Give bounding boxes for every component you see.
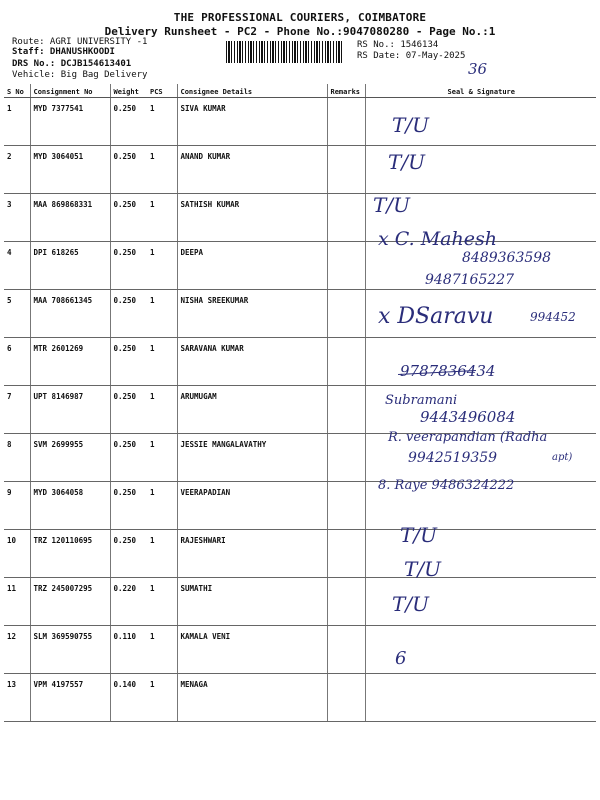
col-consignment: Consignment No — [30, 84, 110, 98]
vehicle-text: Vehicle: Big Bag Delivery — [12, 70, 148, 80]
row-consignment: MTR 2601269 — [30, 338, 110, 386]
signature-name: x DSaravu — [378, 304, 494, 329]
row-weight: 0.250 — [110, 146, 147, 194]
signature-phone: 9787836434 — [400, 362, 496, 380]
row-remarks — [327, 146, 365, 194]
row-sno: 3 — [4, 194, 30, 242]
row-consignee: KAMALA VENI — [177, 626, 327, 674]
row-consignee: DEEPA — [177, 242, 327, 290]
col-pcs: PCS — [147, 84, 177, 98]
row-remarks — [327, 338, 365, 386]
row-sno: 7 — [4, 386, 30, 434]
row-remarks — [327, 194, 365, 242]
row-weight: 0.250 — [110, 194, 147, 242]
row-weight: 0.250 — [110, 338, 147, 386]
row-pcs: 1 — [147, 434, 177, 482]
table-row — [4, 290, 596, 338]
drs-number: DRS No.: DCJB154613401 — [12, 59, 132, 69]
row-consignee: SIVA KUMAR — [177, 98, 327, 146]
row-weight: 0.250 — [110, 434, 147, 482]
consignment-table — [4, 84, 596, 722]
row-consignee: MENAGA — [177, 674, 327, 722]
signature-name: x C. Mahesh — [378, 228, 497, 250]
row-weight: 0.250 — [110, 386, 147, 434]
row-consignee: NISHA SREEKUMAR — [177, 290, 327, 338]
signature-phone: 9443496084 — [420, 408, 516, 426]
row-sno: 12 — [4, 626, 30, 674]
row-consignment: TRZ 120110695 — [30, 530, 110, 578]
row-sno: 6 — [4, 338, 30, 386]
row-consignee: JESSIE MANGALAVATHY — [177, 434, 327, 482]
row-consignment: UPT 8146987 — [30, 386, 110, 434]
signature-tu: T/U — [404, 557, 441, 581]
row-consignee: SATHISH KUMAR — [177, 194, 327, 242]
table-header — [4, 84, 596, 98]
signature-tu: T/U — [373, 193, 410, 217]
row-sno: 10 — [4, 530, 30, 578]
row-remarks — [327, 674, 365, 722]
row-consignment: TRZ 245007295 — [30, 578, 110, 626]
signature-tu: T/U — [392, 592, 429, 616]
table-row — [4, 674, 596, 722]
row-consignment: SLM 369590755 — [30, 626, 110, 674]
row-pcs: 1 — [147, 530, 177, 578]
rs-number: RS No.: 1546134 — [357, 40, 439, 50]
col-sno: S No — [4, 84, 30, 98]
row-weight: 0.250 — [110, 242, 147, 290]
row-weight: 0.250 — [110, 290, 147, 338]
row-consignment: SVM 2699955 — [30, 434, 110, 482]
row-consignment: VPM 4197557 — [30, 674, 110, 722]
row-sno: 11 — [4, 578, 30, 626]
row-weight: 0.250 — [110, 530, 147, 578]
row-consignment: MYD 3064058 — [30, 482, 110, 530]
table-row — [4, 530, 596, 578]
row-weight: 0.140 — [110, 674, 147, 722]
row-sno: 1 — [4, 98, 30, 146]
footer-count: 6 — [395, 648, 407, 669]
row-remarks — [327, 626, 365, 674]
row-sno: 2 — [4, 146, 30, 194]
row-consignment: MAA 869868331 — [30, 194, 110, 242]
row-weight: 0.250 — [110, 98, 147, 146]
company-title: THE PROFESSIONAL COURIERS, COIMBATORE — [173, 11, 427, 24]
row-consignee: RAJESHWARI — [177, 530, 327, 578]
table-row — [4, 146, 596, 194]
barcode — [226, 41, 344, 63]
row-remarks — [327, 482, 365, 530]
row-consignment: MYD 7377541 — [30, 98, 110, 146]
row-sno: 4 — [4, 242, 30, 290]
row-consignee: ARUMUGAM — [177, 386, 327, 434]
row-consignee: SUMATHI — [177, 578, 327, 626]
row-remarks — [327, 530, 365, 578]
row-pcs: 1 — [147, 674, 177, 722]
page-handwritten-mark: 36 — [468, 60, 488, 78]
row-remarks — [327, 290, 365, 338]
row-remarks — [327, 242, 365, 290]
table-row — [4, 98, 596, 146]
signature-phone: 9487165227 — [425, 272, 515, 288]
row-consignment: MAA 708661345 — [30, 290, 110, 338]
signature-name: 8. Raye 9486324222 — [378, 478, 515, 493]
signature-name: R. veerapandian (Radha — [388, 430, 548, 445]
row-weight: 0.250 — [110, 482, 147, 530]
row-pcs: 1 — [147, 338, 177, 386]
row-consignee: ANAND KUMAR — [177, 146, 327, 194]
row-sno: 13 — [4, 674, 30, 722]
signature-note: apt) — [552, 452, 573, 463]
row-consignee: SARAVANA KUMAR — [177, 338, 327, 386]
row-remarks — [327, 386, 365, 434]
staff-text: Staff: DHANUSHKOODI — [12, 47, 115, 57]
row-remarks — [327, 98, 365, 146]
table-row — [4, 194, 596, 242]
signature-tu: T/U — [400, 523, 437, 547]
col-consignee: Consignee Details — [177, 84, 327, 98]
col-weight: Weight — [110, 84, 147, 98]
row-pcs: 1 — [147, 242, 177, 290]
signature-name: Subramani — [385, 393, 458, 408]
runsheet-title: Delivery Runsheet - PC2 - Phone No.:9047080280 - Page No.:1 — [104, 25, 496, 38]
row-pcs: 1 — [147, 194, 177, 242]
table-row — [4, 626, 596, 674]
row-sno: 5 — [4, 290, 30, 338]
row-remarks — [327, 578, 365, 626]
col-signature: Seal & Signature — [365, 84, 596, 98]
table-row — [4, 578, 596, 626]
signature-phone: 994452 — [530, 310, 576, 324]
route-text: Route: AGRI UNIVERSITY -1 — [12, 37, 148, 47]
row-pcs: 1 — [147, 578, 177, 626]
row-pcs: 1 — [147, 290, 177, 338]
row-pcs: 1 — [147, 146, 177, 194]
signature-phone: 9942519359 — [408, 450, 498, 466]
row-pcs: 1 — [147, 98, 177, 146]
row-weight: 0.110 — [110, 626, 147, 674]
rs-date: RS Date: 07-May-2025 — [357, 51, 466, 61]
row-pcs: 1 — [147, 626, 177, 674]
row-signature — [365, 674, 596, 722]
row-sno: 8 — [4, 434, 30, 482]
row-pcs: 1 — [147, 386, 177, 434]
signature-tu: T/U — [388, 150, 425, 174]
table-row — [4, 338, 596, 386]
signature-phone: 8489363598 — [462, 250, 552, 266]
row-remarks — [327, 434, 365, 482]
col-remarks: Remarks — [327, 84, 365, 98]
row-consignee: VEERAPADIAN — [177, 482, 327, 530]
row-sno: 9 — [4, 482, 30, 530]
row-weight: 0.220 — [110, 578, 147, 626]
row-pcs: 1 — [147, 482, 177, 530]
row-consignment: MYD 3064051 — [30, 146, 110, 194]
row-consignment: DPI 618265 — [30, 242, 110, 290]
signature-tu: T/U — [392, 113, 429, 137]
